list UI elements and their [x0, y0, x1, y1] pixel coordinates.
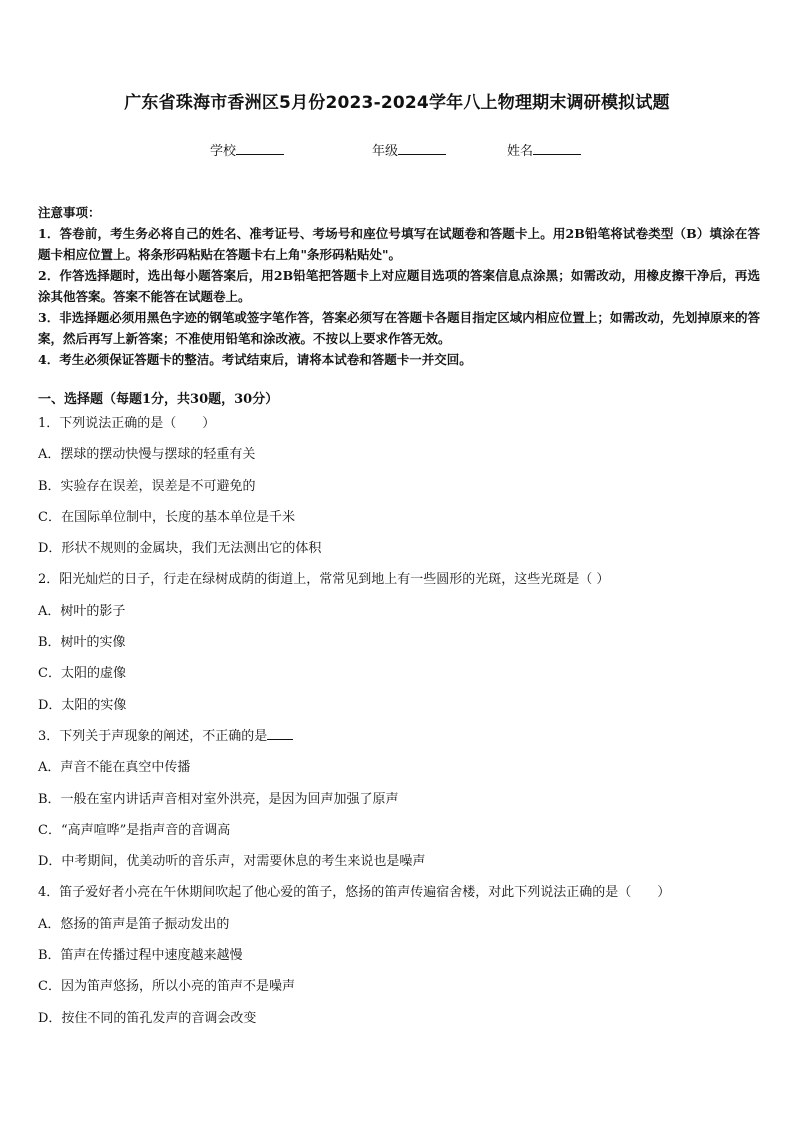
- name-field: [507, 140, 581, 159]
- question-1-option-d: D．形状不规则的金属块，我们无法测出它的体积: [38, 541, 322, 557]
- question-2-option-d: D．太阳的实像: [38, 697, 127, 713]
- grade-label: 年级: [372, 144, 399, 159]
- school-label: 学校: [210, 144, 237, 159]
- grade-field: [372, 140, 446, 159]
- student-info-row: [0, 140, 794, 160]
- school-blank: [236, 140, 284, 155]
- question-3-option-d: D．中考期间，优美动听的音乐声，对需要休息的考生来说也是噪声: [38, 854, 426, 870]
- question-2-stem: 2．阳光灿烂的日子，行走在绿树成荫的街道上，常常见到地上有一些圆形的光斑，这些光斑是（ ）: [38, 572, 610, 588]
- name-blank: [533, 140, 581, 155]
- question-2-option-c: C．太阳的虚像: [38, 666, 126, 682]
- question-3-option-b: B．一般在室内讲话声音相对室外洪亮，是因为回声加强了原声: [38, 791, 399, 807]
- notice-item-2: 2．作答选择题时，选出每小题答案后，用2B铅笔把答题卡上对应题目选项的答案信息点涂黑；如需改动，用橡皮擦干净后，再选涂其他答案。答案不能答在试题卷上。: [38, 268, 760, 304]
- questions-list: [38, 412, 760, 1038]
- name-label: 姓名: [507, 144, 534, 159]
- question-4-option-b: B．笛声在传播过程中速度越来越慢: [38, 948, 243, 964]
- question-4-option-a: A．悠扬的笛声是笛子振动发出的: [38, 916, 230, 932]
- question-1-option-b: B．实验存在误差，误差是不可避免的: [38, 478, 256, 494]
- question-3-answer-blank: [267, 725, 293, 740]
- question-1-stem: 1．下列说法正确的是（ ）: [38, 416, 216, 431]
- question-3-option-c: C．“高声喧哗”是指声音的音调高: [38, 822, 231, 838]
- question-1-option-a: A．摆球的摆动快慢与摆球的轻重有关: [38, 447, 256, 463]
- section-title: 一、选择题（每题1分，共30题，30分）: [38, 392, 279, 407]
- notice-heading: 注意事项：: [38, 205, 101, 220]
- notice-block: [38, 202, 760, 370]
- question-3-stem: 3．下列关于声现象的阐述，不正确的是: [38, 728, 268, 744]
- notice-item-1: 1．答卷前，考生务必将自己的姓名、准考证号、考场号和座位号填写在试题卷和答题卡上。用2B铅笔将试卷类型（B）填涂在答题卡相应位置上。将条形码粘贴在答题卡右上角"条形码粘贴处"。: [38, 226, 760, 262]
- exam-title: 广东省珠海市香洲区5月份2023-2024学年八上物理期末调研模拟试题: [124, 93, 670, 113]
- question-2-option-b: B．树叶的实像: [38, 635, 126, 651]
- question-2-option-a: A．树叶的影子: [38, 603, 126, 619]
- question-3-option-a: A．声音不能在真空中传播: [38, 760, 191, 776]
- question-4-stem: 4．笛子爱好者小亮在午休期间吹起了他心爱的笛子，悠扬的笛声传遍宿舍楼，对此下列说法正确的是（ ）: [38, 885, 671, 901]
- question-4-option-c: C．因为笛声悠扬，所以小亮的笛声不是噪声: [38, 979, 295, 995]
- school-field: [210, 140, 284, 159]
- question-4-option-d: D．按住不同的笛孔发声的音调会改变: [38, 1010, 257, 1026]
- grade-blank: [398, 140, 446, 155]
- notice-item-3: 3．非选择题必须用黑色字迹的钢笔或签字笔作答，答案必须写在答题卡各题目指定区域内相应位置上；如需改动，先划掉原来的答案，然后再写上新答案；不准使用铅笔和涂改液。不按以上要求作答无效。: [38, 310, 760, 346]
- question-3-stem-row: [38, 725, 760, 756]
- notice-item-4: 4．考生必须保证答题卡的整洁。考试结束后，请将本试卷和答题卡一并交回。: [38, 352, 472, 367]
- question-1-option-c: C．在国际单位制中，长度的基本单位是千米: [38, 509, 295, 525]
